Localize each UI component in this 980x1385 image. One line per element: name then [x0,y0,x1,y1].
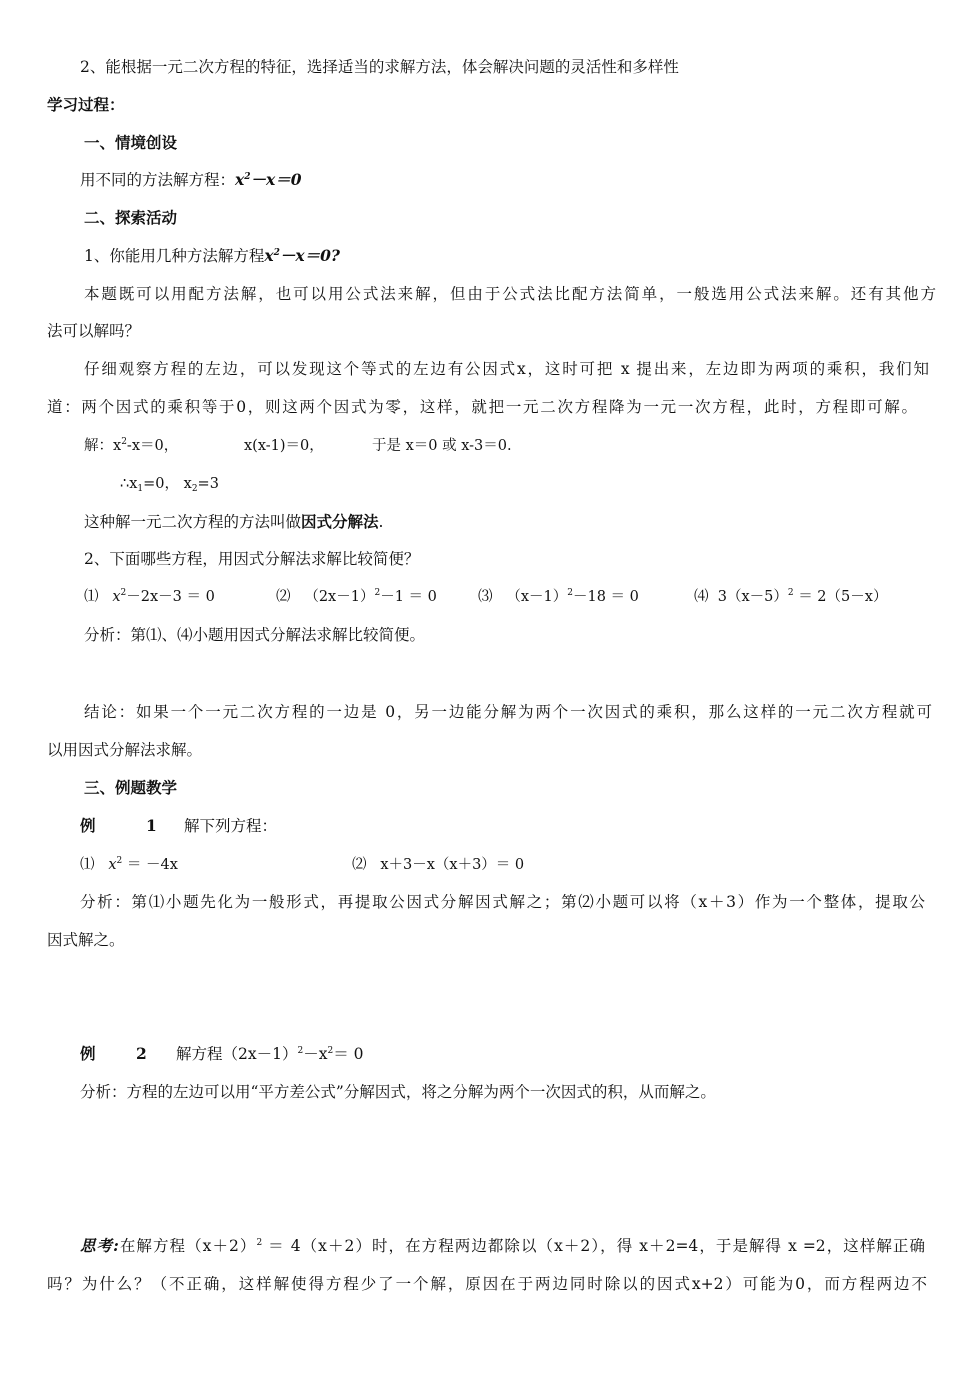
solution-eq-a: $x^2-x=0$， [113,437,179,454]
solution-eq-c: 于是 x＝0 或 x-3＝0. [372,438,512,454]
learning-goal-2: 2、能根据一元二次方程的特征，选择适当的求解方法，体会解决问题的灵活性和多样性 [80,58,679,76]
solution-line [84,436,178,456]
paragraph2-line1: 仔细观察方程的左边，可以发现这个等式的左边有公因式x，这时可把 x 提出来，左边即为两项的乘积，我们知 [84,360,929,378]
q2-item-3: ⑶ $(x-1)^2-18 = 0$ [478,588,639,605]
question2: 2、下面哪些方程，用因式分解法求解比较简便？ [84,550,420,568]
example1-label: 例 [80,816,96,835]
q2-item-1: ⑴ $x^2-2x-3 = 0$ [84,588,215,605]
section1-text [80,170,302,190]
q2-item-4: ⑷ $3(x-5)^2 = 2(5-x)$ [694,588,888,605]
paragraph2-line2: 道：两个因式的乘积等于0，则这两个因式为零，这样，就把一元二次方程降为一元一次方程，此时，方程即可解。 [47,398,917,416]
example2-title: 解方程$(2x-1)^2-x^2= 0$ [176,1045,364,1063]
example1-analysis-line2: 因式解之。 [47,931,125,949]
section3-heading: 三、例题教学 [84,778,178,797]
paragraph1-line2: 法可以解吗？ [47,322,141,340]
method-name: 因式分解法 [301,512,379,531]
example1-eq1: ⑴ $x^2 = -4x$ [80,856,178,873]
example2-analysis: 分析：方程的左边可以用“平方差公式”分解因式，将之分解为两个一次因式的积，从而解之。 [80,1083,716,1101]
section1-heading: 一、情境创设 [84,133,178,152]
method-definition: 这种解一元二次方程的方法叫做因式分解法. [84,512,384,531]
section1-label: 用不同的方法解方程： [80,171,236,189]
example1-number: 1 [146,816,157,835]
question1-equation: $x^2-x=0$? [264,246,340,265]
q2-item-2: ⑵ $(2x-1)^2-1 = 0$ [276,588,437,605]
think-line2: 吗？为什么？（不正确，这样解使得方程少了一个解，原因在于两边同时除以的因式x+2）可能为0，而方程两边不 [47,1275,927,1293]
think-line1: 思考:在解方程$(x+2)^2 = 4(x+2)$时，在方程两边都除以（x＋2），得 x＋2=4，于是解得 x =2，这样解正确 [80,1236,925,1255]
section2-heading: 二、探索活动 [84,208,178,227]
paragraph1-line1: 本题既可以用配方法解，也可以用公式法来解，但由于公式法比配方法简单，一般选用公式法来解。还有其他方 [84,285,936,303]
section1-equation: $x^2-x=0$ [235,170,302,189]
conclusion-line1: 结论：如果一个一元二次方程的一边是 0，另一边能分解为两个一次因式的乘积，那么这样的一元二次方程就可 [84,703,932,721]
solution-result: $\therefore x_1=0$， $x_2=3$ [120,476,219,494]
think-label: 思考: [80,1236,119,1255]
example1-title: 解下列方程： [184,817,278,835]
example1-analysis-line1: 分析：第⑴小题先化为一般形式，再提取公因式分解因式解之；第⑵小题可以将（x＋3）作为一个整体，提取公 [80,893,925,911]
solution-eq-b: x(x-1)＝0， [244,438,324,454]
example1-eq2: ⑵ x＋3－x（x＋3）＝ 0 [352,857,525,873]
example2-number: 2 [136,1044,147,1063]
q2-analysis: 分析：第⑴、⑷小题用因式分解法求解比较简便。 [84,626,426,644]
conclusion-line2: 以用因式分解法求解。 [47,741,203,759]
question1: 1、你能用几种方法解方程$x^2-x=0$? [84,246,340,265]
solution-label: 解： [84,438,113,454]
example2-label: 例 [80,1044,96,1063]
learning-process-heading: 学习过程： [47,95,125,114]
